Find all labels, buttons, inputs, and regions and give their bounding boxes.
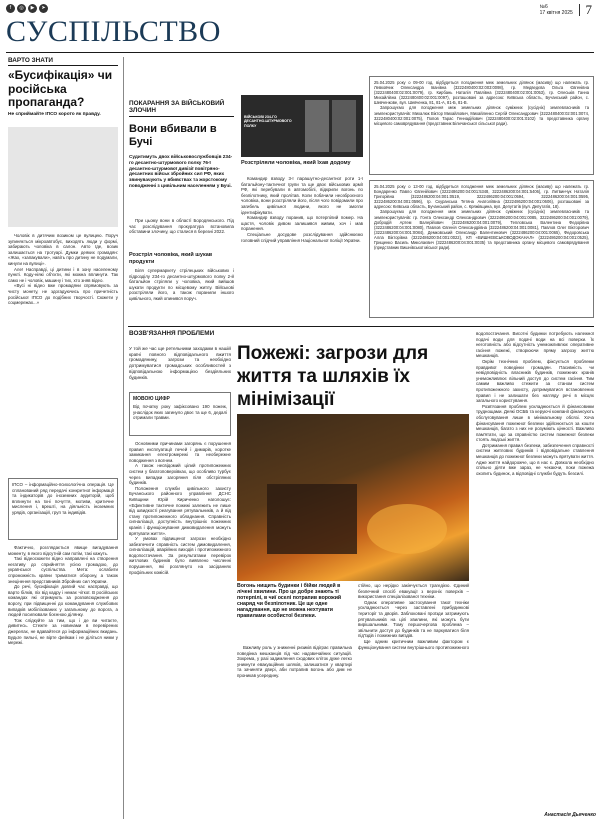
fire-mid-p2: стійно, що нерідко закінчується трагедією. Єдиний безпечний спосіб евакуації з верхніх поверхів – використання спеціалізованої техніки. [358, 583, 469, 600]
fire-stats-box [129, 392, 231, 436]
fire-intro: У той же час ще ретельними заходами в нашій країні повного відповідального вжиття громадянину, загрози та необхідно дотримуватися громадських особливостей з відповідальною інформацією бездіяльних будинків. [129, 346, 231, 380]
issue-number: №6 [539, 4, 548, 10]
land-notice-2 [369, 180, 594, 318]
fire-mid-col2 [358, 583, 469, 817]
fire-right-col [476, 331, 594, 809]
col2-body1: При цьому вони в області Бородянського. Під час розслідування прокуратура встановила обставини злочину, що сталися в березні 2022. [129, 218, 234, 235]
land-notice-1-text: 25.04.2025 року о 09-00 год. відбудеться погодження меж земельних ділянок (масиву) що належать гр. Левковчик Олександра Іванівна (3222480400:02:003:0098), гр. Медведєва Ольга Євгенівна (3222480400:02:001:0079), гр. Кирбань Наталія Павлівна (3222480400:02:001:0053), гр. Олеськів Ганна Михайлівна (3222480400:02:001:0097), розташовані за адресою: Київська область, Бучанський район, с. Шевченкове, вул. Шевченка, 81, 81-А, 81-Б, 81-В. [374, 80, 589, 106]
fire-headline: Пожежі: загрози для життя та шляхів їх мінімізації [237, 343, 429, 410]
land-notice-1 [369, 76, 594, 175]
facebook-icon[interactable]: f [6, 4, 15, 13]
fire-photo-caption: Вогонь нищить будинки і бійки людей в лічені хвилини. Про це добре знають ті потерпілі, в чиї оселі потрапив ворожий снаряд чи безпілотник. Це ще одне нагадування, що не можна нехтувати правилами особистої безпеки. [237, 583, 342, 619]
header-rule [6, 52, 594, 53]
col1-kicker: ВАРТО ЗНАТИ [8, 57, 53, 64]
soldier-portrait-2 [332, 100, 356, 152]
fire-stats-title: МОВОЮ ЦИФР [133, 396, 170, 402]
fire-mid-p3: Однак оперативне застосування такої техніки ускладнюється через заставлені прибудинкові території та дворів. Заблоковані проїзди затримують рятувальників на цілі хвилини, які можуть бути вирішальними. Тому першочергова проблема – звільнити доступ до будинків та не паркуватися біля під'їздів і пожежних виїздів. [358, 599, 469, 639]
col1-headline: «Бусифікація» чи російська пропаганда? [8, 68, 113, 109]
col2-body2: Біля супермаркету стрілецьких військових і підрозділу 234-го десантно-штурмового полку 2-й батальйон стріляли у чоловіка, який вийшов шукати продукти по місцевому житлу. Військові розстріляли його, а також поранили іншого цивільного, який опинився поруч. [129, 268, 234, 301]
instagram-icon[interactable]: ◎ [17, 4, 26, 13]
fire-body-p4: У умовах підвищеної загрози необхідно забезпечити справність систем димовидалення, сигналізацій, аварійних виходів і протипожежного водопостачання. За результатами перевірок житлових будинків було виявлено численні порушення, які розглянуто на засіданнях профільних комісій. [129, 536, 231, 575]
social-icons [6, 4, 48, 13]
col2-headline: Вони вбивали в Бучі [129, 123, 217, 148]
col1-image-area [8, 127, 118, 227]
page-header-info [540, 2, 592, 18]
col1-body-p3: «Вусі ні відео вже промадяни спрямовують за чисту монету, не здогадуючись про причетність російської ІПСО до подібних творчості. Сюжети у соцмережах...» [8, 283, 118, 306]
col1-body-p4: Фактично, розглядається явище вигадування моменту, в якого відсутній сам потім, такі кажуть. [8, 545, 118, 556]
col2-kicker-rule [129, 116, 234, 117]
issue-info [540, 4, 573, 16]
col1-lead: Не сприймайте ІПСО корото як правду. [8, 112, 101, 117]
col2-kicker: ПОКАРАННЯ ЗА ВІЙСЬКОВИЙ ЗЛОЧИН [129, 100, 225, 114]
ipso-definition-box: ІПСО – інформаційно-психологічна операція. Це спланований ряд передачі конкретної інформації та індикаторів до іноземних аудиторій, щоб вплинути на їхні почуття, мотиви, критичне мислення і, врешті, на діяльність іноземних урядів, організацій, груп та індивідів. [8, 478, 118, 540]
photo-caption-title: ВІЙСЬКОВІ 234-ГО ДЕСАНТНО-ШТУРМОВОГО ПОЛКУ [244, 115, 292, 128]
land-notice-2-invite: Запрошуємо для погодження меж земельних ділянок суміжних (сусідніх) землевласників та землекористувачів: гр. Гонта Олександр Олександрович (3222486200:04:001:0085, 3222486200:04:001:0079), Добродій Артем Валерійович (3222486200:04:001:0079), Тепловська Валентина Федорівна (3222486200:04:001:0080), Павлов Євгенія Олександрівна (3222486200:04:001:0081), Павлов Олег Вікторович (3222486200:04:001:0084), Демковський Олександр Валентинович (3222486200:04:001:0065), Федоровська Алла Вікторівна (3222486200:04:001:0022), КП «ВИШНЕВСЬКОВОДОКАНАЛ» (3222486200:04:001:0525), Грищенко Василь Миколаєвич (3222486200:04:001:0035) та представника органу місцевого самоврядування (представник Вишнівської міської ради). [374, 209, 589, 251]
col3-body-p2: Командир взводу поранив, що потерпілий помер. На щастя, чоловік дивом залишився живим, хоч і мав поранення. [241, 215, 363, 232]
fire-mid-col-lower: Важливу роль у зниженні ризиків відіграє правильна поведінка мешканців під час надзвичайних ситуацій. Зокрема, у разі задимлення сходових кліток дуже легко уникнути евакуаційних шляхів, залишатися у квартирі та зачиняти двері, аби потрапив вогонь або дим не проникав усередину. [237, 645, 352, 678]
telegram-icon[interactable]: ➤ [39, 4, 48, 13]
issue-date: 17 квітня 2025 [539, 10, 573, 16]
fire-kicker: ВОЗВ'ЯЗАННЯ ПРОБЛЕМИ [129, 330, 215, 337]
fire-article-top-rule [128, 326, 594, 327]
col1-divider [123, 57, 124, 819]
section-title: СУСПІЛЬСТВО [6, 15, 221, 48]
fire-mid-p4: Ще одним критичним важливим фактором є функціонування систем внутрішнього протипожежного [358, 638, 469, 650]
col3-body-p1: Командир взводу 3-ї парашутно-десантної роти 1-ї батальйону-тактичної групи та ще двоє військових армії РФ, які перебували в автомобілі, відкрили вогонь по безпілотнику, який пролітав. Коли побачили неозброєного чоловіка, вони розстріляли його, після чого повідомили про загибель цивільної людини, якого не змогли ідентифікувати. [241, 176, 363, 215]
col1-body-p1: Чоловік в дитячим возиком це вулицею. Поруч зупиняється мікроавтобус, виходять люди у формі, забирають чоловіка в салон. Авто їде, возик залишається на тротуарі. Думки деяких громадян: «Жах, «запакували», навіть про дитину не подумали, кинули на вулиці». [8, 233, 118, 266]
flames-shape [367, 504, 447, 554]
fire-right-p3: Розв'язання проблем ускладнюється й фінансовими труднощами. Деякі ОСББ та керуючі компанії фінансують обслуговування лише в мінімальному обсязі. Хоча фінансування пожежної безпеки здійснюється за кошти мешканців, багато з них не розуміють цінності. Важливо пам'ятати, що за справністю систем пожежної безпеки стоять людські життя. [476, 403, 594, 443]
soldier-portrait-1 [305, 100, 329, 152]
col3-body [241, 176, 363, 317]
fire-right-p2: Окрім технічних проблем, фіксується проблеми правдивої поведінки громадян. Пасивність чи невідповідність власників будинків, пожежних кранів унеможливлює вільний доступ до систем гасіння. Тим самим важливо стежити за станом систем протипожежного захисту, дотримуватися встановлених правил і не залишати без нагляду речі в місцях загального користування. [476, 358, 594, 404]
col2-subhead: Розстріл чоловіка, який шукав продукти [129, 252, 213, 265]
fire-author: Анастасія Дьяченко [544, 812, 596, 818]
soldiers-photo [241, 95, 363, 157]
fire-body-p1: Основними причинами загорянь є порушення правил експлуатації печей і димарів, коротке замикання електромережі та необережне поводження з вогнем. [129, 441, 231, 463]
fire-body-col1 [129, 441, 231, 817]
col3-body-p3: Спеціальне досудове розслідування здійснюємо головний слідчий управління Національної поліції України. [241, 231, 363, 243]
col1-body-continued [8, 545, 118, 817]
burning-building-shape [267, 484, 357, 554]
col1-body-p6: До речі, бусифікація довгий час насправді, що варто білків, піх від кадру і немає чіткої. В російських командах які отримують за розповсюдження до ворогу, при підвищенні до командування службових випадків мобілізованих у загальному до ворога, а людей посилювали боєнною ділянку. [8, 584, 118, 618]
col1-body-p7: Тож слідкуйте за тим, що і де ви читаєте, дивитесь. Стежте за новинами в перевірених джерелах, не вдавайтеся до інформаційних вкидань. Будьте пильні, не вірте фейкам і не діліться ними у мережі. [8, 617, 118, 646]
land-notice-2-text: 25.04.2025 року о 13-00 год. відбудеться погодження меж земельних ділянок (масиву) що належать гр. Бондаренко Павло Євгенійович (3222486200:04:001:5348, 3222486200:04:001:5406), гр. Литвинчук Наталія Григорівна (3222486200:04:001:0519, 3222486200:04:001:0594, 3222486200:04:001:0595, 3222486200:04:001:0596), гр. Скуранська Тетяна Анатоліївна (3222486200:04:001:0606), розташовані за адресою: Київська область, Бучанський район, с. Кряжівщина, вул. Депутатів (вул. Депутатів, 18). [374, 184, 589, 210]
col3-subhead: Розстріляли чоловіка, який їхав додому [241, 160, 351, 166]
fire-stats-text: Від початку року зафіксовано 190 пожеж, унаслідок яких загинуло двоє та ще 6, дедалі отримали травми. [133, 404, 227, 421]
fire-photo [237, 414, 469, 581]
youtube-icon[interactable]: ▶ [28, 4, 37, 13]
fire-right-p1: водопостачання. Висотні будинки потребують належної подачі води для подачі води на всі поверхи. Їх неготовність або відсутність унеможливлює оперативне гасіння пожежі, створюючи пряму загрозу життю мешканців. [476, 331, 594, 359]
fire-body-p2: А також несвідомий цілий протипожежних систем у багатоповерхівках, що особливо турбує через випадки загоряння піля обстріляних будинків. [129, 463, 231, 486]
col1-body-p5: Такі відеосюжети відео направлені на створення негативу до сприйняття усією громадою, до української суспільства. Мета: ослабити спроможність країни триматися оборону, а також знецінення представників Збройних сил України. [8, 556, 118, 584]
col1-body-p2: Але! Насправді, ці дитини і в зону населеному пункті. Коду-ніякі об'єкти, які можна вплинути. Так само не і чоловік, машину і тих, хто зняв відео. [8, 266, 118, 283]
col2-lead: Судитимуть двох військовослужбовців 234-го десантно-штурмового полку 76-ї десантно-штурмової дивізії повітряно-десантних військ збройних сил РФ, яких звинувачують у вбивствах та жорстокому поводженні з цивільним населенням у Бучі. [129, 154, 233, 188]
col1-body [8, 233, 118, 495]
col1-kicker-rule [8, 65, 118, 66]
land-notice-1-invite: Запрошуємо для погодження меж земельних ділянок суміжних (сусідніх) землевласників та землекористувачів: Михалюк Віктор Михайлович, Михайленко Сергій Олександрович (3222480400:02:001:0074, 3222480400:02:001:0075), Попов Тарас Геннадійович (3222480400:02:001:0102) та представника органу місцевого самоврядування (представник Біличанської сільської ради). [374, 105, 589, 126]
page-number: 7 [585, 2, 592, 17]
fire-body-p3: Положення служби цивільного захисту Бучанського районного управління ДСНС Київщини Юрій Кириченко наголошує: «Ефективне тактичне пожежі залежить не лише від швидкості реагування рятувальників, а й від стану протипожежного обладнання. Справність сигналізації, доступність внутрішніх пожежних кранів і функціонування димовидалення можуть врятувати життя». [129, 485, 231, 536]
fire-right-p4: Дотримання правил безпеки, забезпечення справності систем житлових будинків і відповідальне ставлення мешканців до пожежної безпеки можуть врятувати життя. Адже життя найдорожче, що в нас є. Довкола необхідно спільно діяти вже зараз, не чекаючи, поки пожежа охопить будинок, а відповідні служби будуть безсилі. [476, 442, 594, 476]
